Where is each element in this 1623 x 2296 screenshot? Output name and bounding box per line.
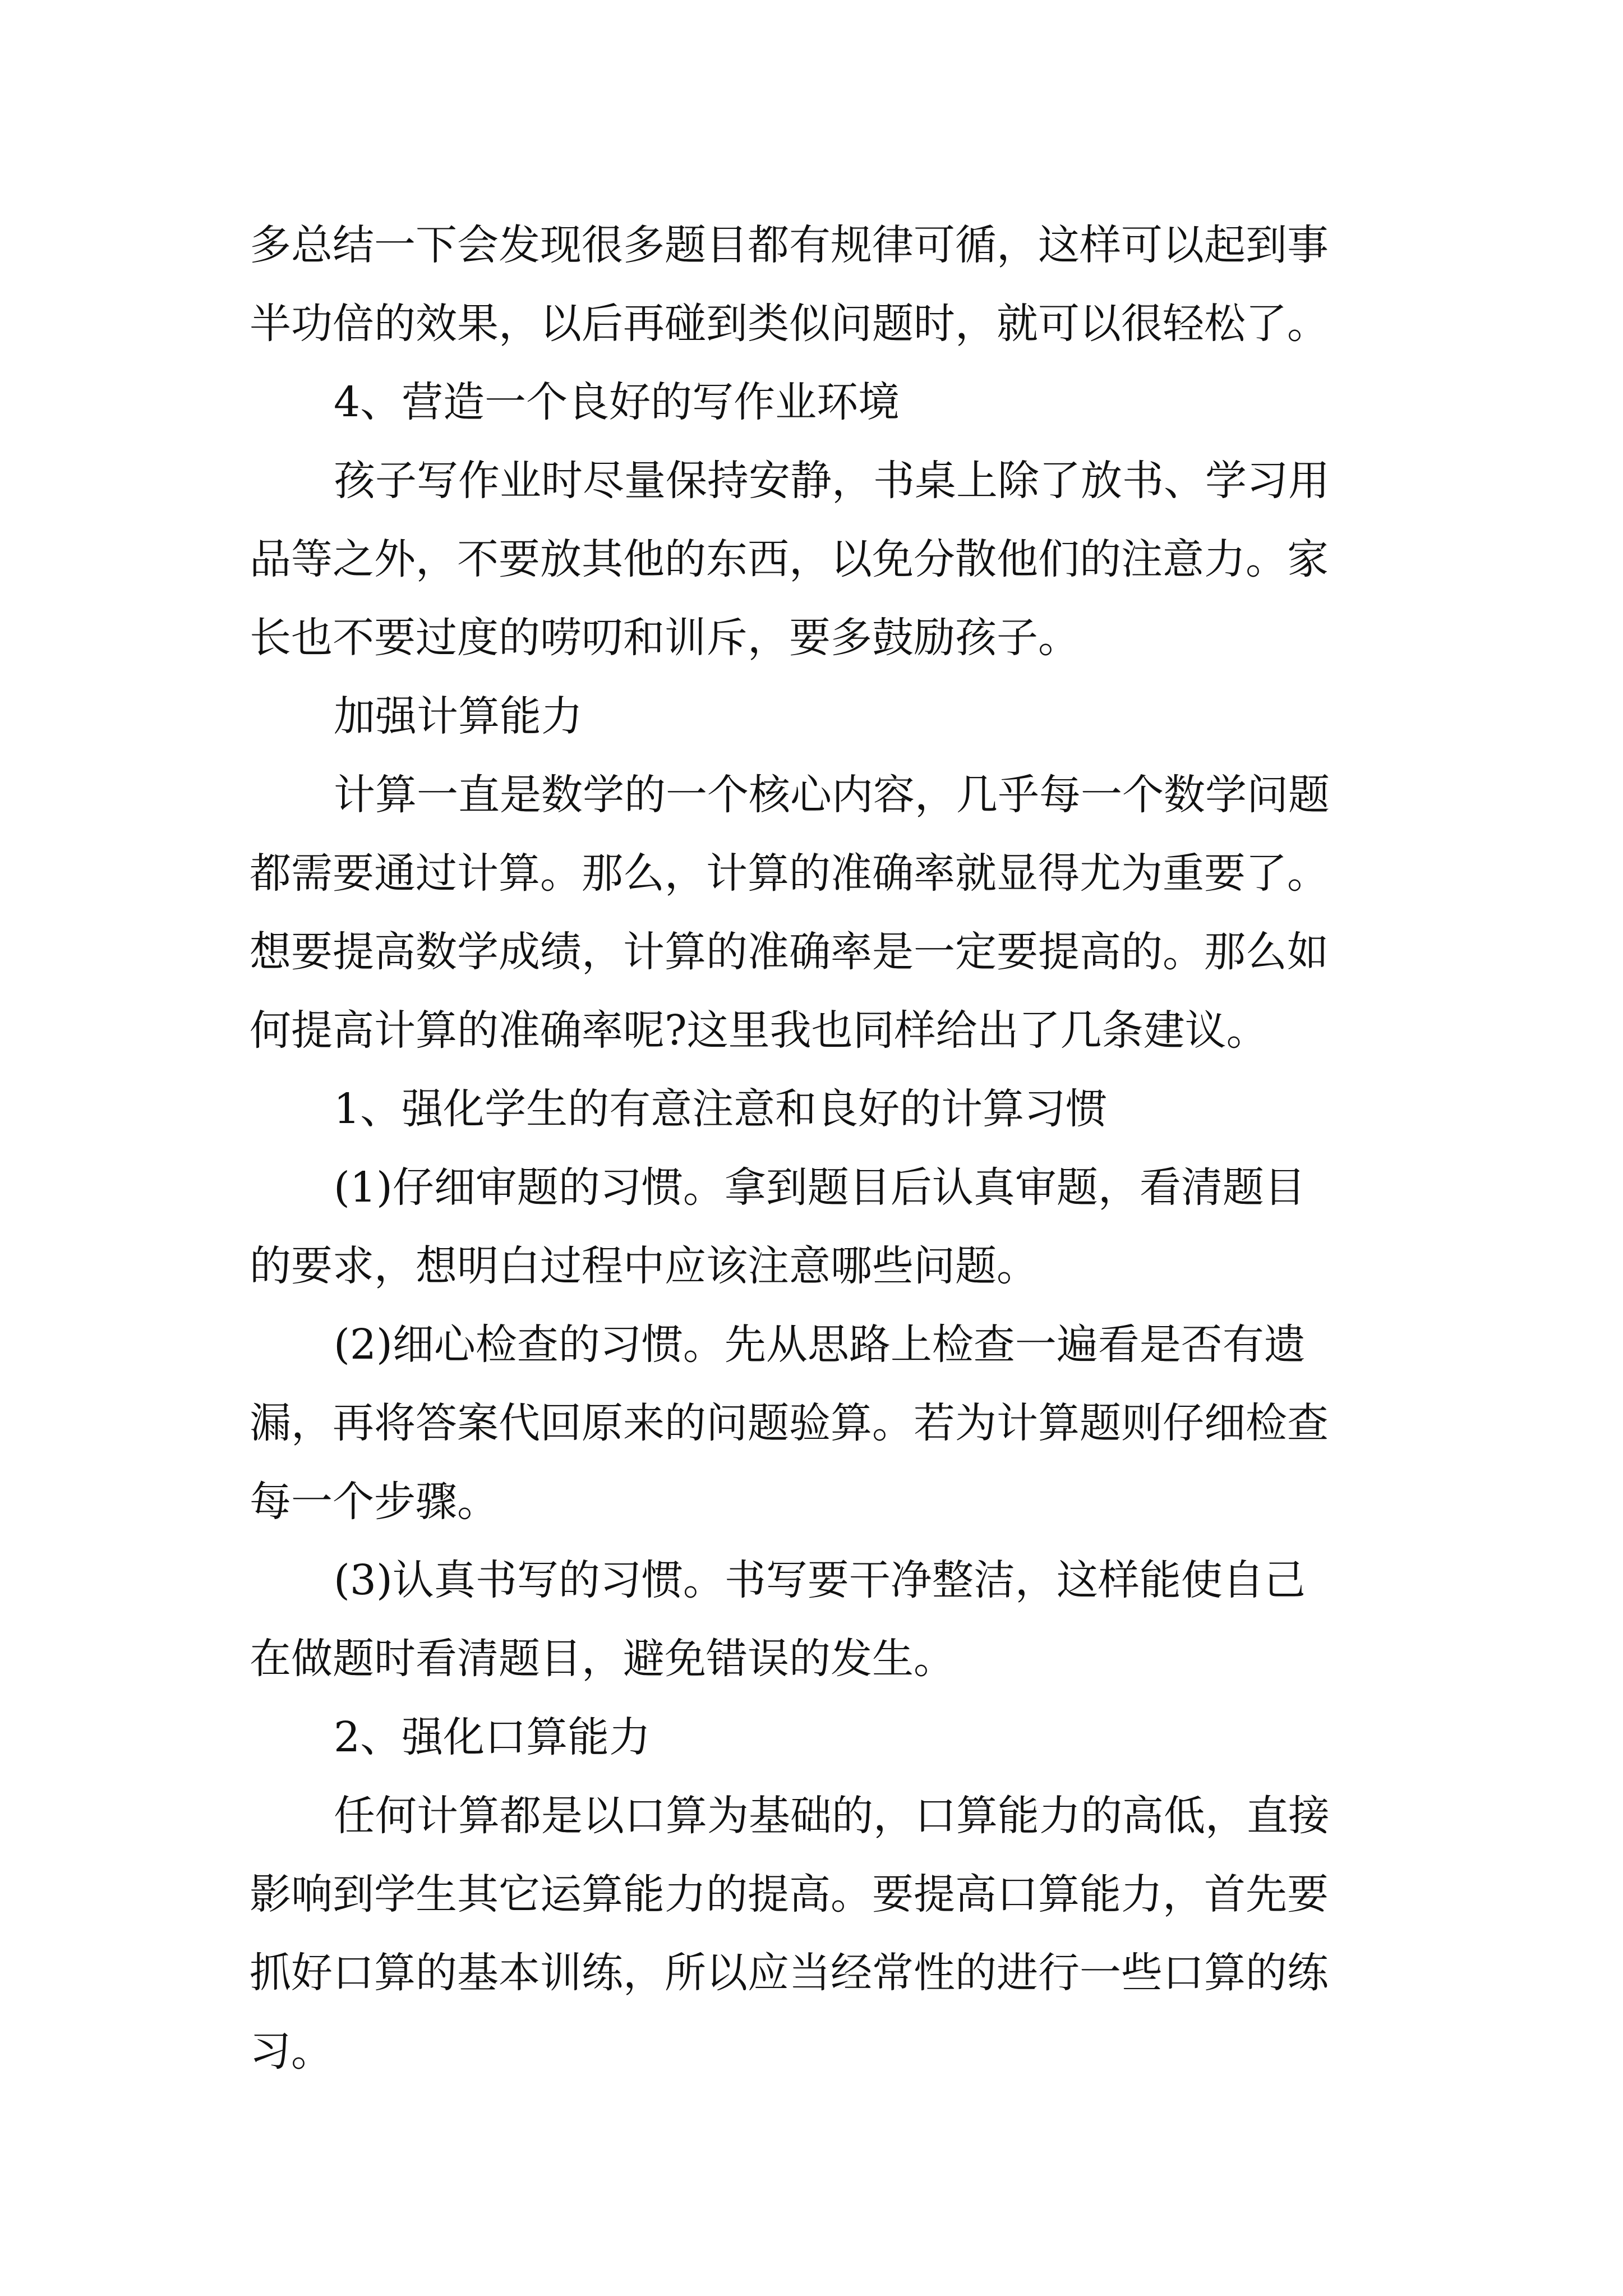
text-line-1: 多总结一下会发现很多题目都有规律可循，这样可以起到事 [250,221,1329,269]
text-line-11: 何提高计算的准确率呢?这里我也同样给出了几条建议。 [250,1006,1268,1055]
text-line-6: 长也不要过度的唠叨和训斥，要多鼓励孩子。 [250,614,1080,662]
text-line-15: (2)细心检查的习惯。先从思路上检查一遍看是否有遗 [334,1320,1306,1369]
section-heading-4: 4、营造一个良好的写作业环境 [334,378,900,426]
text-line-16: 漏，再将答案代回原来的问题验算。若为计算题则仔细检查 [250,1399,1329,1447]
section-heading-1: 1、强化学生的有意注意和良好的计算习惯 [334,1085,1108,1133]
text-line-5: 品等之外，不要放其他的东西，以免分散他们的注意力。家 [250,535,1329,583]
text-line-2: 半功倍的效果，以后再碰到类似问题时，就可以很轻松了。 [250,300,1329,348]
text-line-4: 孩子写作业时尽量保持安静，书桌上除了放书、学习用 [334,457,1330,505]
text-line-17: 每一个步骤。 [250,1478,499,1526]
text-line-8: 计算一直是数学的一个核心内容，几乎每一个数学问题 [334,771,1330,819]
text-line-14: 的要求，想明白过程中应该注意哪些问题。 [250,1242,1038,1290]
text-line-18: (3)认真书写的习惯。书写要干净整洁，这样能使自己 [334,1556,1306,1604]
text-line-24: 习。 [250,2027,333,2076]
section-heading-calculation: 加强计算能力 [334,692,583,740]
text-line-13: (1)仔细审题的习惯。拿到题目后认真审题，看清题目 [334,1163,1306,1212]
text-line-9: 都需要通过计算。那么，计算的准确率就显得尤为重要了。 [250,849,1329,898]
text-line-10: 想要提高数学成绩，计算的准确率是一定要提高的。那么如 [250,928,1329,976]
text-line-21: 任何计算都是以口算为基础的，口算能力的高低，直接 [334,1792,1330,1840]
section-heading-2: 2、强化口算能力 [334,1713,651,1761]
text-line-23: 抓好口算的基本训练，所以应当经常性的进行一些口算的练 [250,1949,1329,1997]
text-line-22: 影响到学生其它运算能力的提高。要提高口算能力，首先要 [250,1870,1329,1918]
text-line-19: 在做题时看清题目，避免错误的发生。 [250,1635,955,1683]
